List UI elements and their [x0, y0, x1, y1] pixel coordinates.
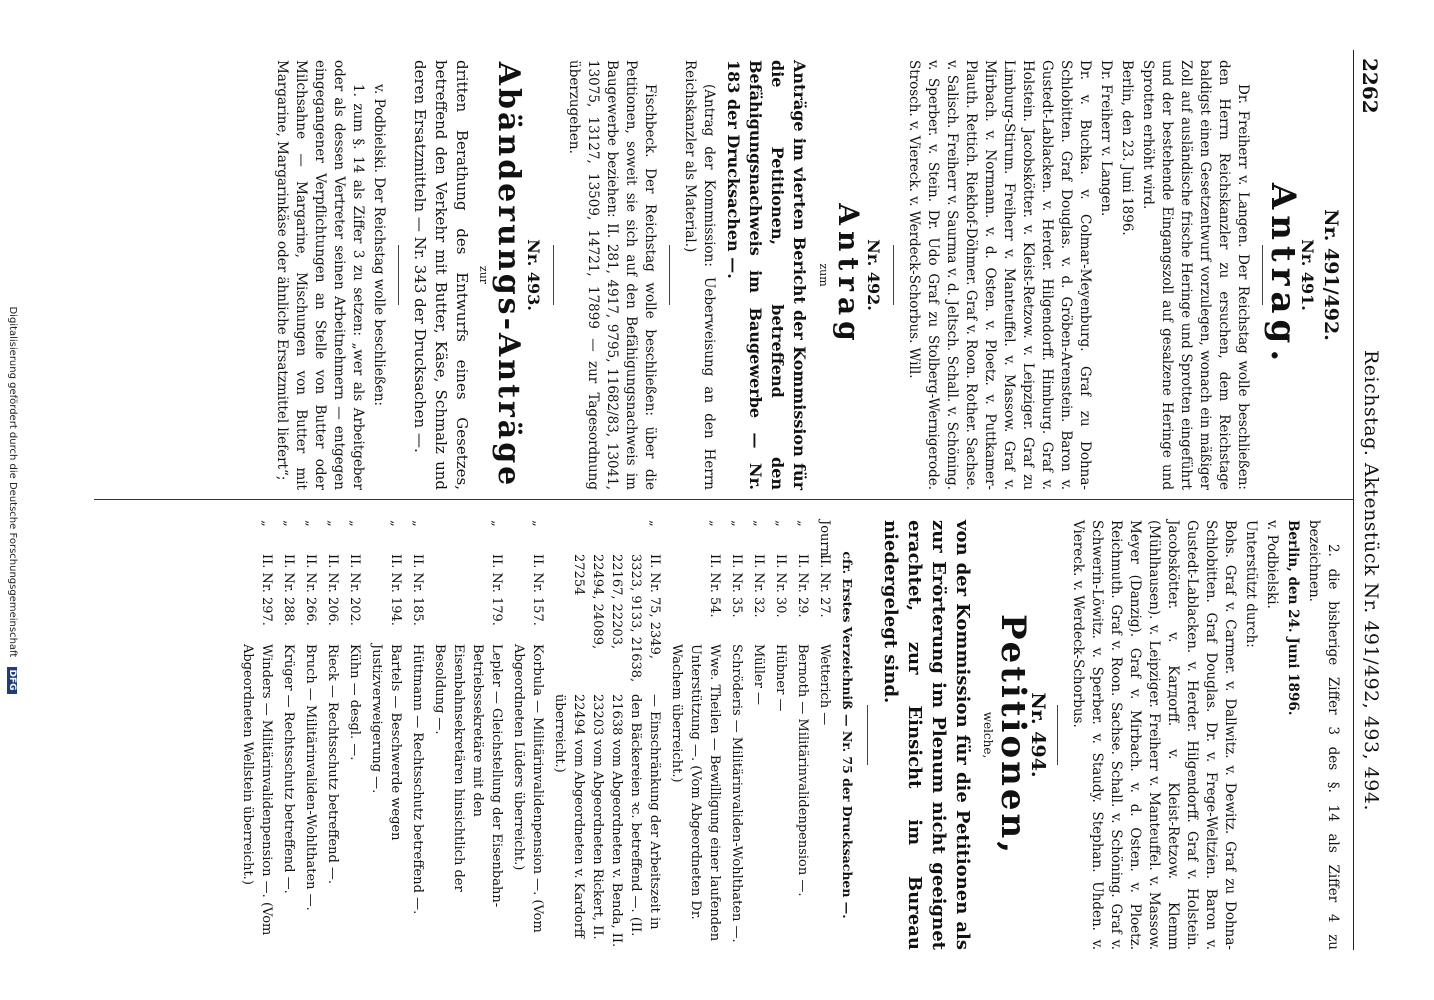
list-item	[279, 520, 298, 950]
petition-prefix: „	[347, 520, 362, 527]
petition-text: Bartels — Beschwerde wegen Justizverweigerung —.	[369, 644, 403, 841]
motion-493-item-2: 2. die bisherige Ziffer 3 des §. 14 als Ziffer 4 zu bezeichnen.	[1306, 520, 1341, 950]
title-493: Abänderungs-Anträge	[491, 61, 526, 489]
column-divider	[94, 499, 1354, 500]
petition-number: II. Nr. 32.	[751, 554, 766, 618]
petition-number: II. Nr. 297.	[259, 554, 274, 626]
petition-text: Winders — Militärinvalidenpension —. (Vom Abgeordneten Wellstein überreicht.)	[240, 644, 274, 936]
list-item	[550, 520, 664, 950]
petition-prefix: „	[530, 520, 545, 527]
petition-prefix: Journ.	[817, 520, 832, 561]
petition-number: II. Nr. 194.	[388, 554, 403, 626]
separator	[398, 245, 399, 305]
signer-493: v. Podbielski.	[1264, 520, 1280, 609]
dfg-logo: DFG	[7, 667, 17, 694]
list-item	[771, 520, 790, 950]
petition-text: Wetterich —	[817, 644, 832, 726]
heading-493: Nr. 493.	[524, 239, 543, 311]
list-item	[301, 520, 320, 950]
supporter-names-493: Bohs. Graf v. Carmer. v. Dallwitz. v. Dewitz. Graf zu Dohna-Schlobitten. Graf Douglas. Dr. v. Frege-Weltzien. Baron v. Gustedt-Lablacken. v. Herder. Hilgendorff. Graf v. Holstein. Jacobskötter. v. Karдorff. v. Kleist-Retzow. Klemm (Mühlhausen). v. Leipziger. Freiherr v. Manteuffel. v. Massow. Meyer (Danzig). Graf v. Mirbach. v. d. Osten. v. Ploetz. Reichmuth. Graf v. Roon. Sachse. Schall. v. Schöning. Graf v. Schwerin-Löwitz. v. Sperber. v. Staudy. Stephan. Uhden. v. Viereck. v. Werdeck-Schorbus.	[1070, 520, 1238, 950]
digitization-footer	[0, 0, 18, 1000]
list-item	[509, 520, 547, 950]
petition-prefix: „	[259, 520, 274, 527]
petition-prefix: „	[303, 520, 318, 527]
petition-text: Kühn — desgl. —.	[347, 644, 362, 761]
petition-list	[238, 520, 834, 950]
petition-text: Lepler — Gleichstellung der Eisenbahn-Betriebssekretäre mit den Eisenbahnsekretären hinsichtlich der Besoldung —.	[432, 644, 504, 908]
title-antrag-491: Antrag.	[1263, 182, 1303, 368]
petition-number: II. Nr. 288.	[281, 554, 296, 626]
petition-number: II. Nr. 266.	[303, 554, 318, 626]
petition-prefix: „	[325, 520, 340, 527]
separator	[867, 705, 868, 765]
text-493: dritten Berathung des Entwurfs eines Gesetzes, betreffend den Verkehr mit Butter, Käse, Schmalz und deren Ersatzmitteln — Nr. 343 der Drucksachen —.	[411, 60, 471, 490]
petition-prefix: „	[751, 520, 766, 527]
motion-493-item-1: 1. zum §. 14 als Ziffer 3 zu setzen: „wer als Arbeitgeber oder als dessen Vertreter seinen Arbeitnehmern — entgegen eingegangener Verpflichtungen an Stelle von Butter oder Milchsahne — Margarine, Mischungen von Butter mit Margarine, Margarinkäse oder ähnliche Ersatzmittel liefert“;	[274, 60, 366, 490]
list-item	[430, 520, 506, 950]
petition-prefix: „	[410, 520, 425, 527]
header-title: Reichstag. Aktenstück Nr. 491/492, 493, 494.	[1360, 350, 1382, 811]
list-item	[345, 520, 364, 950]
petition-text: Bernoth — Militärinvalidenpension —.	[795, 644, 810, 897]
petition-number: II. Nr. 75, 2349, 3323, 9133, 21638, 22167, 22203, 22494, 24089, 27254	[571, 554, 662, 683]
title-494: Petitionen,	[993, 613, 1033, 857]
petition-prefix: „	[707, 520, 722, 527]
petition-number: II. Nr. 206.	[325, 554, 340, 626]
petition-prefix: „	[281, 520, 296, 527]
antrag-491-text: Dr. Freiherr v. Langen. Der Reichstag wolle beschließen: den Herrn Reichskanzler zu ersuchen, dem Reichstage baldigst einen Gesetzentwurf vorzulegen, wonach ein mäßiger Zoll auf ausländische frische Heringe und Sprotten eingeführt und der bestehende Eingangszoll auf gesalzene Heringe und Sprotten erhöht wird.	[1140, 60, 1251, 490]
petition-number: II. Nr. 27.	[817, 554, 832, 618]
date-491: Berlin, den 23. Juni 1896.	[1119, 60, 1135, 236]
lead-494: von der Kommission für die Petitionen als zur Erörterung im Plenum nicht geeignet erachtet, zur Einsicht im Bureau niedergelegt sind.	[880, 520, 973, 950]
page-header	[1353, 50, 1382, 950]
motion-493: v. Podbielski. Der Reichstag wolle beschließen:	[371, 84, 387, 407]
list-item	[667, 520, 724, 950]
zum-label: zum	[817, 263, 830, 287]
petition-number: II. Nr. 30.	[773, 554, 788, 618]
petition-number: II. Nr. 179.	[489, 554, 504, 626]
list-item	[727, 520, 746, 950]
left-column	[270, 60, 1344, 490]
list-item	[367, 520, 405, 950]
petition-text: Müller —	[751, 644, 766, 706]
petition-text: — Einschränkung der Arbeitszeit in den Bäckereien ꝛc. betreffend —. (II. 21638 vom Abgeordneten v. Benda, II. 23203 vom Abgeordneten Rickert, II. 22494 vom Abgeordneten v. Kardorff überreicht.)	[552, 694, 662, 948]
welche-label: welche,	[981, 711, 995, 759]
separator	[669, 245, 670, 305]
petition-text: Korbula — Militärinvalidenpension —. (Vom Abgeordneten Lüders überreicht.)	[511, 644, 545, 933]
list-item	[749, 520, 768, 950]
support-label: Unterstützt durch:	[1243, 520, 1259, 648]
right-column	[235, 520, 1344, 950]
antrag-492-sub: (Antrag der Kommission: Ueberweisung an den Herrn Reichskanzler als Material.)	[682, 60, 717, 490]
heading-494: Nr. 494.	[1027, 692, 1049, 778]
petition-text: Hüttmann — Rechtsschutz betreffend —.	[410, 644, 425, 915]
list-item	[793, 520, 812, 950]
petition-prefix: „	[647, 520, 662, 527]
petition-prefix: „	[729, 520, 744, 527]
petition-prefix: „	[388, 520, 403, 527]
separator	[1057, 705, 1058, 765]
list-item	[815, 520, 834, 950]
title-antrag-492: Antrag	[832, 203, 865, 347]
antrag-492-text: Fischbeck. Der Reichstag wolle beschließen: über die Petitionen, soweit sie sich auf den Befähigungsnachweis im Baugewerbe beziehen: II. 281, 4917, 9795, 11682/83, 13041, 13075, 13127, 13509, 14721, 17899 — zur Tagesordnung überzugehen.	[566, 60, 658, 490]
antrag-492-title: Anträge im vierten Bericht der Kommission für die Petitionen, betreffend den Befähigungsnachweis im Baugewerbe — Nr. 183 der Drucksachen —.	[724, 60, 809, 490]
separator	[553, 245, 554, 305]
petition-number: II. Nr. 202.	[347, 554, 362, 626]
sub-494: cfr. Erstes Verzeichniß — Nr. 75 der Drucksachen —.	[840, 551, 855, 919]
petition-prefix: „	[773, 520, 788, 527]
petition-text: Krüger — Rechtsschutz betreffend —.	[281, 644, 296, 894]
petition-prefix: „	[489, 520, 504, 527]
petition-number: II. Nr. 54.	[707, 554, 722, 618]
page-number: 2262	[1358, 58, 1382, 114]
date-493: Berlin, den 24. Juni 1896.	[1285, 520, 1301, 716]
signer-491: Dr. Freiherr v. Langen.	[1098, 60, 1114, 217]
heading-491-492: Nr. 491/492.	[1320, 209, 1342, 341]
petition-number: II. Nr. 29.	[795, 554, 810, 618]
list-item	[323, 520, 342, 950]
petition-text: Bruch — Militärinvaliden-Wohlthaten —.	[303, 644, 318, 911]
separator	[893, 245, 894, 305]
list-item	[238, 520, 276, 950]
petition-text: Hübner —	[773, 644, 788, 712]
petition-text: Wwe. Theilen — Bewilligung einer laufenden Unterstützung —. (Vom Abgeordneten Dr. Wachem überreicht.)	[669, 644, 722, 942]
petition-prefix: „	[795, 520, 810, 527]
heading-491: Nr. 491.	[1298, 239, 1317, 311]
petition-text: Rieck — Rechtsschutz betreffend —.	[325, 644, 340, 885]
petition-number: II. Nr. 35.	[729, 554, 744, 618]
heading-492: Nr. 492.	[864, 239, 883, 311]
list-item	[408, 520, 427, 950]
petition-number: II. Nr. 185.	[410, 554, 425, 626]
supporter-names-491: Dr. v. Buchka. v. Colmar-Meyenburg. Graf zu Dohna-Schlobitten. Graf Douglas. v. d. Gröben-Arenstein. Baron v. Gustedt-Lablacken. v. Herder. Hilgendorff. Himburg. Graf v. Holstein. Jacobskötter. v. Kleist-Retzow. v. Leipziger. Graf zu Limburg-Stirum. Freiherr v. Manteuffel. v. Massow. Graf v. Mirbach. v. Normann. v. d. Osten. v. Ploetz. v. Puttkamer-Plauth. Rettich. Riekhof-Döhmer. Graf v. Roon. Rother. Sachse. v. Salisch. Freiherr v. Saurma v. d. Jeltsch. Schall. v. Schöning. v. Sperber. v. Stein. Dr. Udo Graf zu Stolberg-Wernigerode. Strosch. v. Viereck. v. Werdeck-Schorbus. Will.	[906, 60, 1093, 490]
petition-text: Schröderis — Militärinvaliden-Wohlthaten —.	[729, 644, 744, 943]
zur-label: zur	[477, 265, 490, 285]
footer-text: Digitalisierung gefördert durch die Deutsche Forschungsgemeinschaft	[7, 306, 18, 658]
petition-number: II. Nr. 157.	[530, 554, 545, 626]
